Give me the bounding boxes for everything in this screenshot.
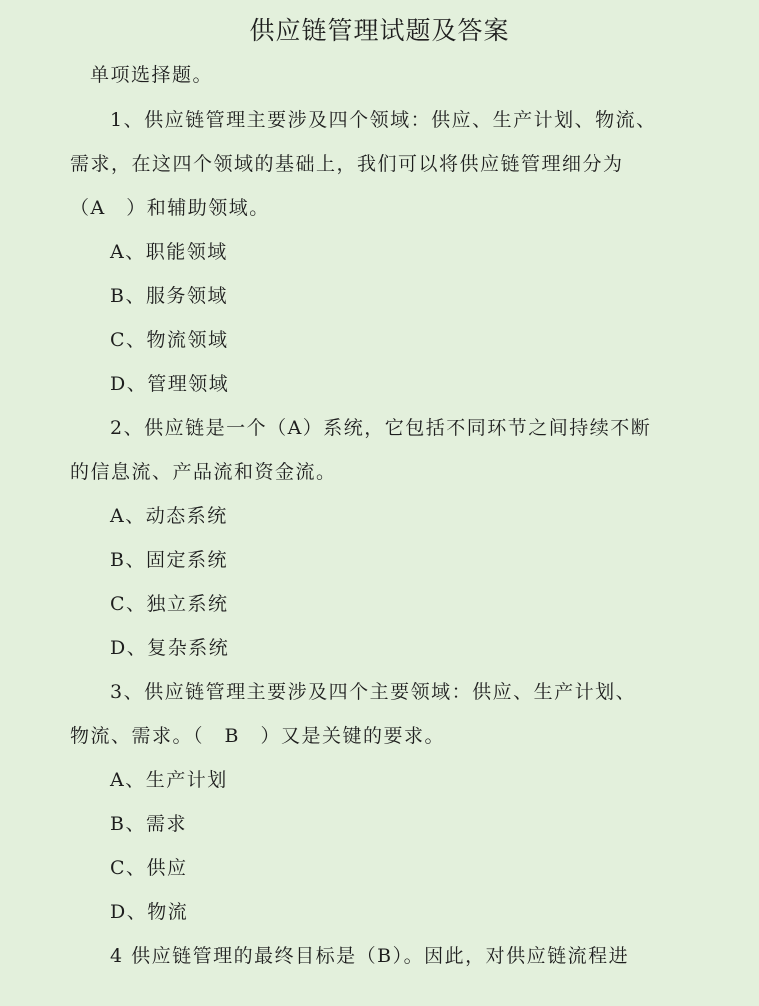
question-1-option-a: A、职能领域 — [110, 241, 228, 263]
question-2-option-a: A、动态系统 — [110, 505, 228, 527]
question-1-line-1: 1、供应链管理主要涉及四个领域：供应、生产计划、物流、 — [110, 109, 657, 131]
question-4-line-1: 4 供应链管理的最终目标是（B）。因此，对供应链流程进 — [110, 945, 630, 967]
question-2-option-c: C、独立系统 — [110, 593, 229, 615]
question-3-line-2: 物流、需求。（ B ）又是关键的要求。 — [70, 725, 445, 747]
question-3-option-c: C、供应 — [110, 857, 188, 879]
question-1-line-2: 需求，在这四个领域的基础上，我们可以将供应链管理细分为 — [70, 153, 624, 175]
question-2-line-1: 2、供应链是一个（A）系统，它包括不同环节之间持续不断 — [110, 417, 652, 439]
page-title: 供应链管理试题及答案 — [249, 16, 510, 45]
question-3-option-d: D、物流 — [110, 901, 189, 923]
question-3-option-b: B、需求 — [110, 813, 187, 835]
question-3-option-a: A、生产计划 — [110, 769, 228, 791]
question-3-line-1: 3、供应链管理主要涉及四个主要领域：供应、生产计划、 — [110, 681, 637, 703]
question-2-option-b: B、固定系统 — [110, 549, 228, 571]
question-2-line-2: 的信息流、产品流和资金流。 — [70, 461, 337, 483]
question-1-line-3: （A ）和辅助领域。 — [70, 197, 270, 219]
question-1-option-d: D、管理领域 — [110, 373, 230, 395]
question-1-option-c: C、物流领域 — [110, 329, 229, 351]
section-heading: 单项选择题。 — [90, 64, 214, 86]
question-2-option-d: D、复杂系统 — [110, 637, 230, 659]
question-1-option-b: B、服务领域 — [110, 285, 228, 307]
